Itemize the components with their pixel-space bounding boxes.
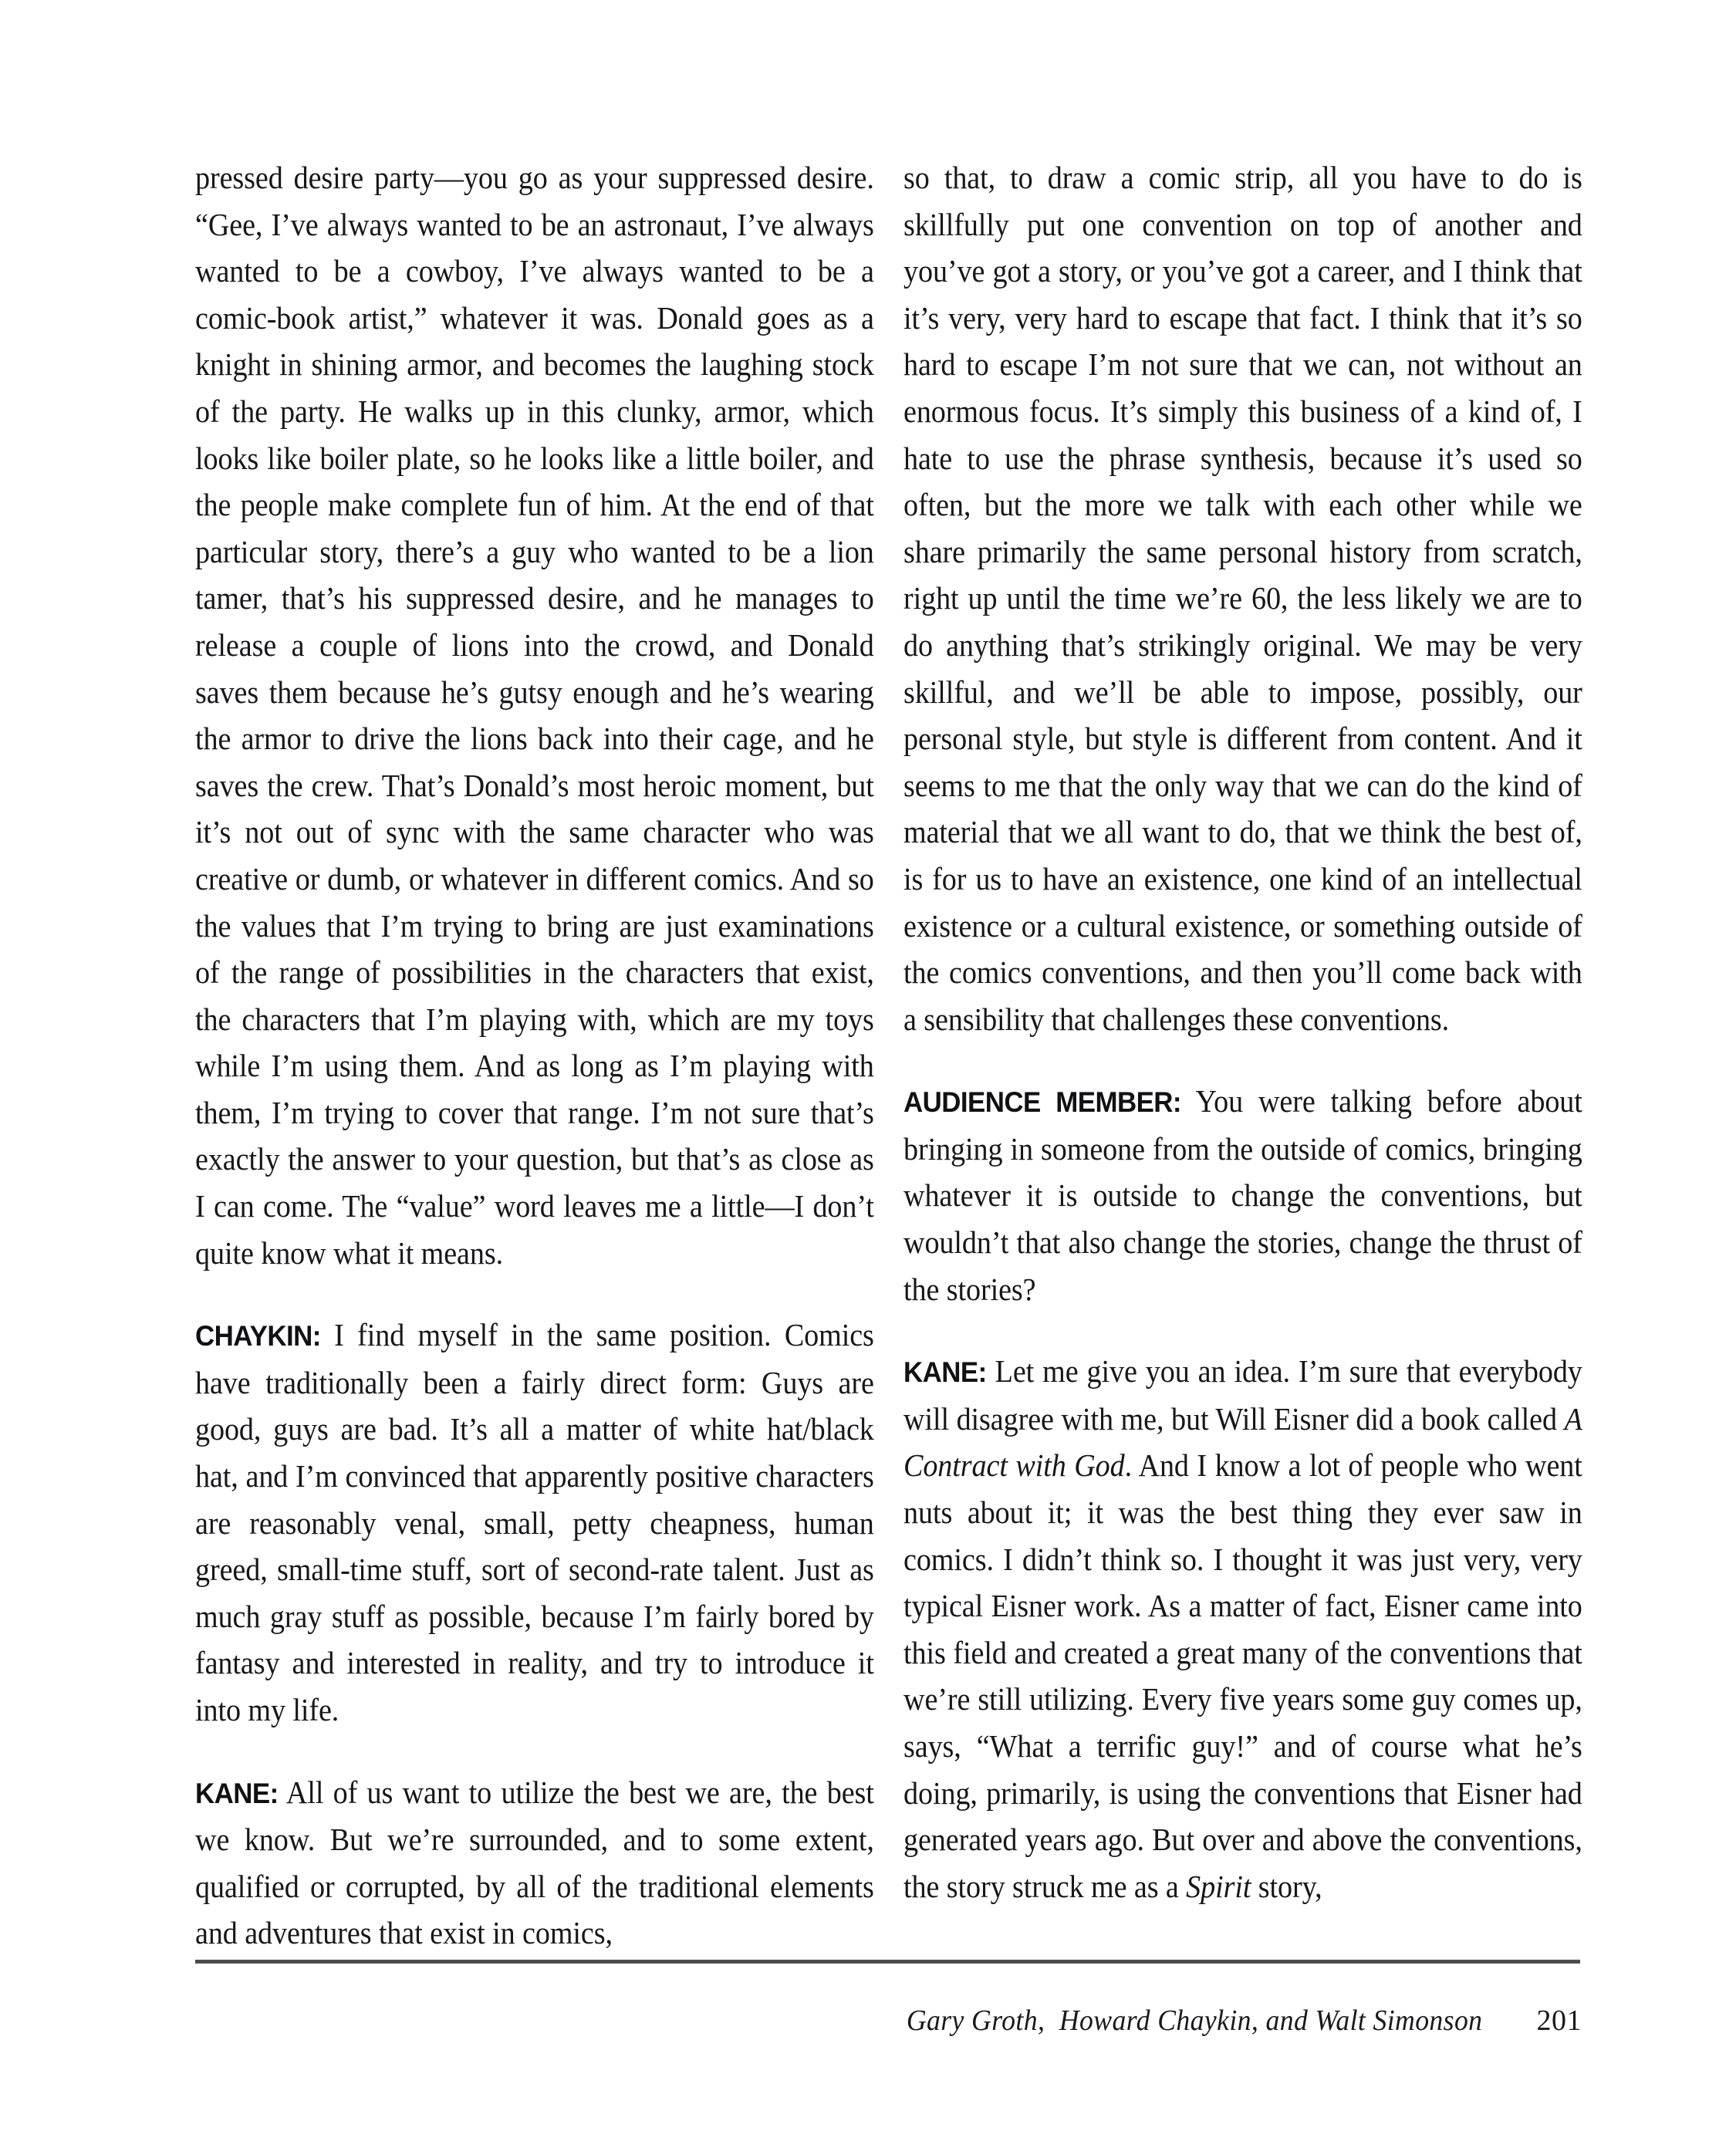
footer-content xyxy=(195,2004,1582,2038)
paragraph-audience-member xyxy=(903,1078,1582,1312)
paragraph-continued-chaykin xyxy=(195,154,874,1276)
paragraph-kane-left xyxy=(195,1769,874,1957)
paragraph-text: All of us want to utilize the best we are, the best we know. But we’re surrounded, and to some extent, qualified or corrupted, by all of the traditional elements and adventures that exist in comics, xyxy=(195,1774,874,1951)
paragraph-text: You were talking before about bringing in someone from the outside of comics, bringing whatever it is outside to change the conventions, but wouldn’t that also change the stories, change the thrust of the stories? xyxy=(903,1083,1582,1307)
paragraph-continued-kane xyxy=(903,154,1582,1042)
page-body xyxy=(195,154,1582,1951)
paragraph-text: pressed desire party—you go as your suppressed desire. “Gee, I’ve always wanted to be an astronaut, I’ve always wanted to be a cowboy, I’ve always wanted to be a comic-book artist,” whatever it was. Donald goes as a knight in shining armor, and becomes the laughing stock of the party. He walks up in this clunky, armor, which looks like boiler plate, so he looks like a little boiler, and the people make complete fun of him. At the end of that particular story, there’s a guy who wanted to be a lion tamer, that’s his suppressed desire, and he manages to release a couple of lions into the crowd, and Donald saves them because he’s gutsy enough and he’s wearing the armor to drive the lions back into their cage, and he saves the crew. That’s Donald’s most heroic moment, but it’s not out of sync with the same character who was creative or dumb, or whatever in different comics. And so the values that I’m trying to bring are just examinations of the range of possibilities in the characters that exist, the characters that I’m playing with, which are my toys while I’m using them. And as long as I’m playing with them, I’m trying to cover that range. I’m not sure that’s exactly the answer to your question, but that’s as close as I can come. The “value” word leaves me a little—I don’t quite know what it means. xyxy=(195,160,874,1271)
paragraph-kane-right xyxy=(903,1348,1582,1910)
page-number: 201 xyxy=(1536,2004,1582,2037)
paragraph-text: so that, to draw a comic strip, all you have to do is skillfully put one convention on top of another and you’ve got a story, or you’ve got a career, and I think that it’s very, very hard to escape that fact. I think that it’s so hard to escape I’m not sure that we can, not without an enormous focus. It’s simply this business of a kind of, I hate to use the phrase synthesis, because it’s used so often, but the more we talk with each other while we share primarily the same personal history from scratch, right up until the time we’re 60, the less likely we are to do anything that’s strikingly original. We may be very skillful, and we’ll be able to impose, possibly, our personal style, but style is different from content. And it seems to me that the only way that we can do the kind of material that we all want to do, that we think the best of, is for us to have an existence, one kind of an intellectual existence or a cultural existence, or something outside of the comics conventions, and then you’ll come back with a sensibility that challenges these conventions. xyxy=(903,160,1582,1037)
paragraph-text-after-title: story, xyxy=(1251,1868,1322,1904)
book-title-a-contract-with-god: A Contract with God xyxy=(903,1400,1582,1484)
paragraph-text-before-title: Let me give you an idea. I’m sure that everybody will disagree with me, but Will Eisner did a book called xyxy=(903,1353,1582,1437)
paragraph-text: I find myself in the same position. Comics have traditionally been a fairly direct form: Guys are good, guys are bad. It’s all a matter of white hat/black hat, and I’m convinced that apparently positive characters are reasonably venal, small, petty cheapness, human greed, small-time stuff, sort of second-rate talent. Just as much gray stuff as possible, because I’m fairly bored by fantasy and interested in reality, and try to introduce it into my life. xyxy=(195,1317,874,1727)
speaker-label-chaykin: CHAYKIN: xyxy=(195,1319,321,1352)
left-column xyxy=(195,154,874,1957)
speaker-label-kane: KANE: xyxy=(195,1776,279,1809)
running-head: Gary Groth, Howard Chaykin, and Walt Simonson xyxy=(907,2004,1483,2037)
paragraph-text-middle: . And I know a lot of people who went nuts about it; it was the best thing they ever saw in comics. I didn’t think so. I thought it was just very, very typical Eisner work. As a matter of fact, Eisner came into this field and created a great many of the conventions that we’re still utilizing. Every five years some guy comes up, says, “What a terrific guy!” and of course what he’s doing, primarily, is using the conventions that Eisner had generated years ago. But over and above the conventions, the story struck me as a xyxy=(903,1447,1582,1904)
speaker-label-kane: KANE: xyxy=(903,1356,987,1389)
page-footer xyxy=(195,1960,1582,2038)
two-column-layout xyxy=(195,154,1582,1957)
speaker-label-audience-member: AUDIENCE MEMBER: xyxy=(903,1086,1181,1119)
paragraph-chaykin xyxy=(195,1312,874,1733)
footer-divider-rule xyxy=(195,1960,1580,1964)
right-column xyxy=(903,154,1582,1957)
title-spirit: Spirit xyxy=(1186,1868,1251,1904)
